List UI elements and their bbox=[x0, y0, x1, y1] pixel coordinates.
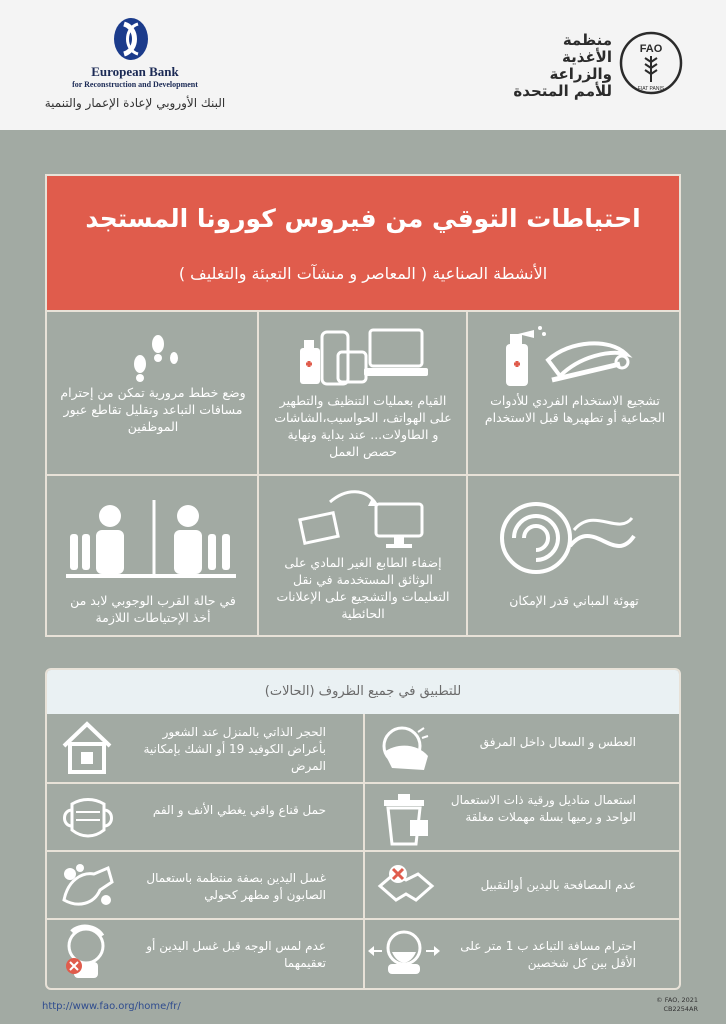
document-code: CB2254AR bbox=[663, 1005, 698, 1013]
measure-text: تهوئة المباني قدر الإمكان bbox=[509, 593, 639, 608]
paperless-icon bbox=[296, 486, 436, 552]
condition-text: عدم لمس الوجه قبل غسل اليدين أو تعقيمهما bbox=[146, 939, 326, 970]
page-title: احتياطات التوقي من فيروس كورونا المستجد bbox=[85, 204, 641, 233]
grid-line bbox=[363, 714, 365, 990]
cleaning-devices-icon bbox=[296, 322, 430, 388]
no-face-touch-icon bbox=[60, 924, 114, 980]
tools-icon bbox=[500, 320, 634, 390]
fao-name bbox=[498, 32, 612, 100]
hand-washing-icon bbox=[58, 860, 118, 912]
fao-logo-icon bbox=[618, 30, 684, 96]
condition-text: العطس و السعال داخل المرفق bbox=[479, 735, 636, 749]
measure-text: القيام بعمليات التنظيف والتطهير على الهواتف، الحواسيب،الشاشات و الطاولات... عند بداية ونهاية حصص العمل bbox=[274, 393, 452, 459]
condition-text: غسل اليدين بصفة منتظمة باستعمال الصابون أو مطهر كحولي bbox=[146, 871, 326, 902]
fao-name-line3: للأمم المتحدة bbox=[513, 82, 612, 100]
fao-name-line2: الأغذية والزراعة bbox=[549, 48, 612, 83]
condition-text: احترام مسافة التباعد ب 1 متر على الأقل بين كل شخصين bbox=[460, 939, 636, 970]
condition-text: استعمال مناديل ورقية ذات الاستعمال الواحد و رميها بسلة مهملات مغلقة bbox=[450, 793, 636, 824]
grid-line bbox=[45, 635, 681, 637]
ebrd-name-arabic: البنك الأوروبي لإعادة الإعمار والتنمية bbox=[44, 96, 226, 110]
fao-logo-motto: FIAT PANIS bbox=[637, 86, 665, 92]
ebrd-logo-icon bbox=[112, 16, 150, 62]
ventilation-icon bbox=[494, 496, 644, 582]
grid-line bbox=[45, 474, 681, 476]
footer-copyright bbox=[628, 996, 698, 1014]
measure-text: في حالة القرب الوجوبي لابد من أخذ الإحتياطات اللازمة bbox=[70, 593, 236, 625]
condition-text: الحجر الذاتي بالمنزل عند الشعور بأعراض الكوفيد 19 أو الشك بإمكانية المرض bbox=[143, 725, 326, 773]
footprints-icon bbox=[128, 334, 184, 382]
fao-name-line1: منظمة bbox=[562, 31, 612, 49]
conditions-header bbox=[47, 670, 679, 714]
masked-workers-icon bbox=[66, 496, 236, 580]
face-mask-icon bbox=[58, 796, 118, 840]
condition-text: عدم المصافحة باليدين أوالتقبيل bbox=[480, 878, 636, 892]
measure-text: تشجيع الاستخدام الفردي للأدوات الجماعية أو تطهيرها قبل الاستخدام bbox=[484, 393, 666, 425]
sneeze-elbow-icon bbox=[378, 722, 432, 776]
copyright-text: © FAO, 2021 bbox=[656, 996, 698, 1004]
grid-line bbox=[47, 918, 679, 920]
condition-text: حمل قناع واقي يغطي الأنف و الفم bbox=[152, 803, 326, 817]
page-subtitle: الأنشطة الصناعية ( المعاصر و منشآت التعبئة والتغليف ) bbox=[178, 264, 548, 283]
grid-line bbox=[47, 850, 679, 852]
ebrd-name-line2: for Reconstruction and Development bbox=[72, 80, 198, 89]
measure-text: وضع خطط مرورية تمكن من إحترام مسافات التباعد وتقليل تقاطع عبور الموظفين bbox=[60, 385, 246, 434]
conditions-title: للتطبيق في جميع الظروف (الحالات) bbox=[264, 684, 462, 699]
title-banner bbox=[45, 174, 681, 312]
home-quarantine-icon bbox=[60, 720, 114, 776]
distance-icon bbox=[366, 926, 442, 976]
header-bar bbox=[0, 0, 726, 130]
fao-logo-text: FAO bbox=[639, 43, 663, 55]
grid-line bbox=[47, 782, 679, 784]
no-handshake-icon bbox=[376, 862, 436, 906]
trash-bin-icon bbox=[380, 792, 432, 848]
measure-text: إضفاء الطابع الغير المادي على الوثائق المستخدمة في نقل التعليمات والتشجيع على الإعلانات الحائطية bbox=[276, 555, 450, 621]
footer-url-link[interactable]: http://www.fao.org/home/fr/ bbox=[42, 1001, 181, 1012]
ebrd-name-line1: European Bank bbox=[91, 64, 179, 79]
